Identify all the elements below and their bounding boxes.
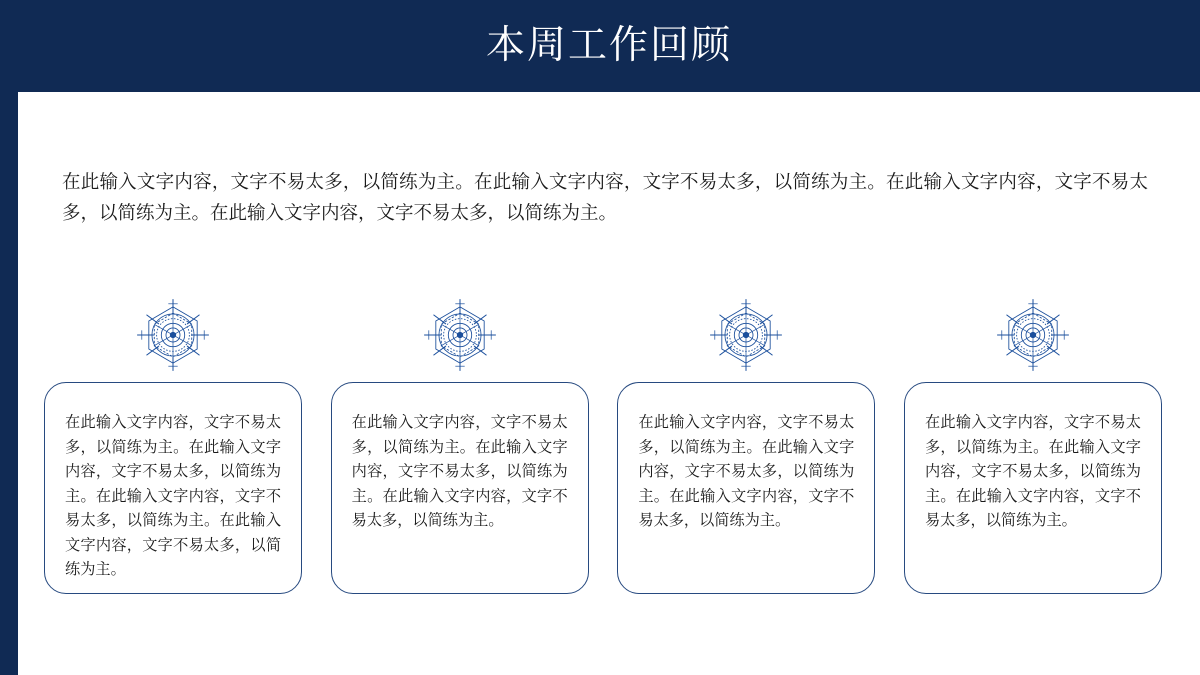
card-text: 在此输入文字内容，文字不易太多，以简练为主。在此输入文字内容，文字不易太多，以简练为主。在此输入文字内容，文字不易太多，以简练为主。在此输入文字内容，文字不易太多，以简练为主。 xyxy=(65,414,281,578)
card-text: 在此输入文字内容，文字不易太多，以简练为主。在此输入文字内容，文字不易太多，以简练为主。在此输入文字内容，文字不易太多，以简练为主。 xyxy=(351,414,568,529)
ornament-wrap xyxy=(904,292,1162,378)
card-item[interactable] xyxy=(904,292,1162,594)
snowflake-medallion-icon xyxy=(134,296,212,374)
card-text: 在此输入文字内容，文字不易太多，以简练为主。在此输入文字内容，文字不易太多，以简练为主。在此输入文字内容，文字不易太多，以简练为主。 xyxy=(638,414,855,529)
card-box xyxy=(331,382,589,594)
card-text: 在此输入文字内容，文字不易太多，以简练为主。在此输入文字内容，文字不易太多，以简练为主。在此输入文字内容，文字不易太多，以简练为主。 xyxy=(924,414,1141,529)
card-item[interactable] xyxy=(617,292,875,594)
ornament-wrap xyxy=(617,292,875,378)
left-accent-band xyxy=(0,0,18,675)
snowflake-medallion-icon xyxy=(707,296,785,374)
snowflake-medallion-icon xyxy=(421,296,499,374)
card-box xyxy=(617,382,875,594)
card-box xyxy=(904,382,1162,594)
header-bar xyxy=(18,0,1200,92)
intro-paragraph: 在此输入文字内容，文字不易太多，以简练为主。在此输入文字内容，文字不易太多，以简练为主。在此输入文字内容，文字不易太多，以简练为主。在此输入文字内容，文字不易太多，以简练为主。 xyxy=(62,173,1148,224)
card-row xyxy=(44,292,1162,594)
card-item[interactable] xyxy=(331,292,589,594)
page-title: 本周工作回顾 xyxy=(485,24,732,67)
snowflake-medallion-icon xyxy=(994,296,1072,374)
ornament-wrap xyxy=(331,292,589,378)
ornament-wrap xyxy=(44,292,302,378)
card-item[interactable] xyxy=(44,292,302,594)
card-box xyxy=(44,382,302,594)
